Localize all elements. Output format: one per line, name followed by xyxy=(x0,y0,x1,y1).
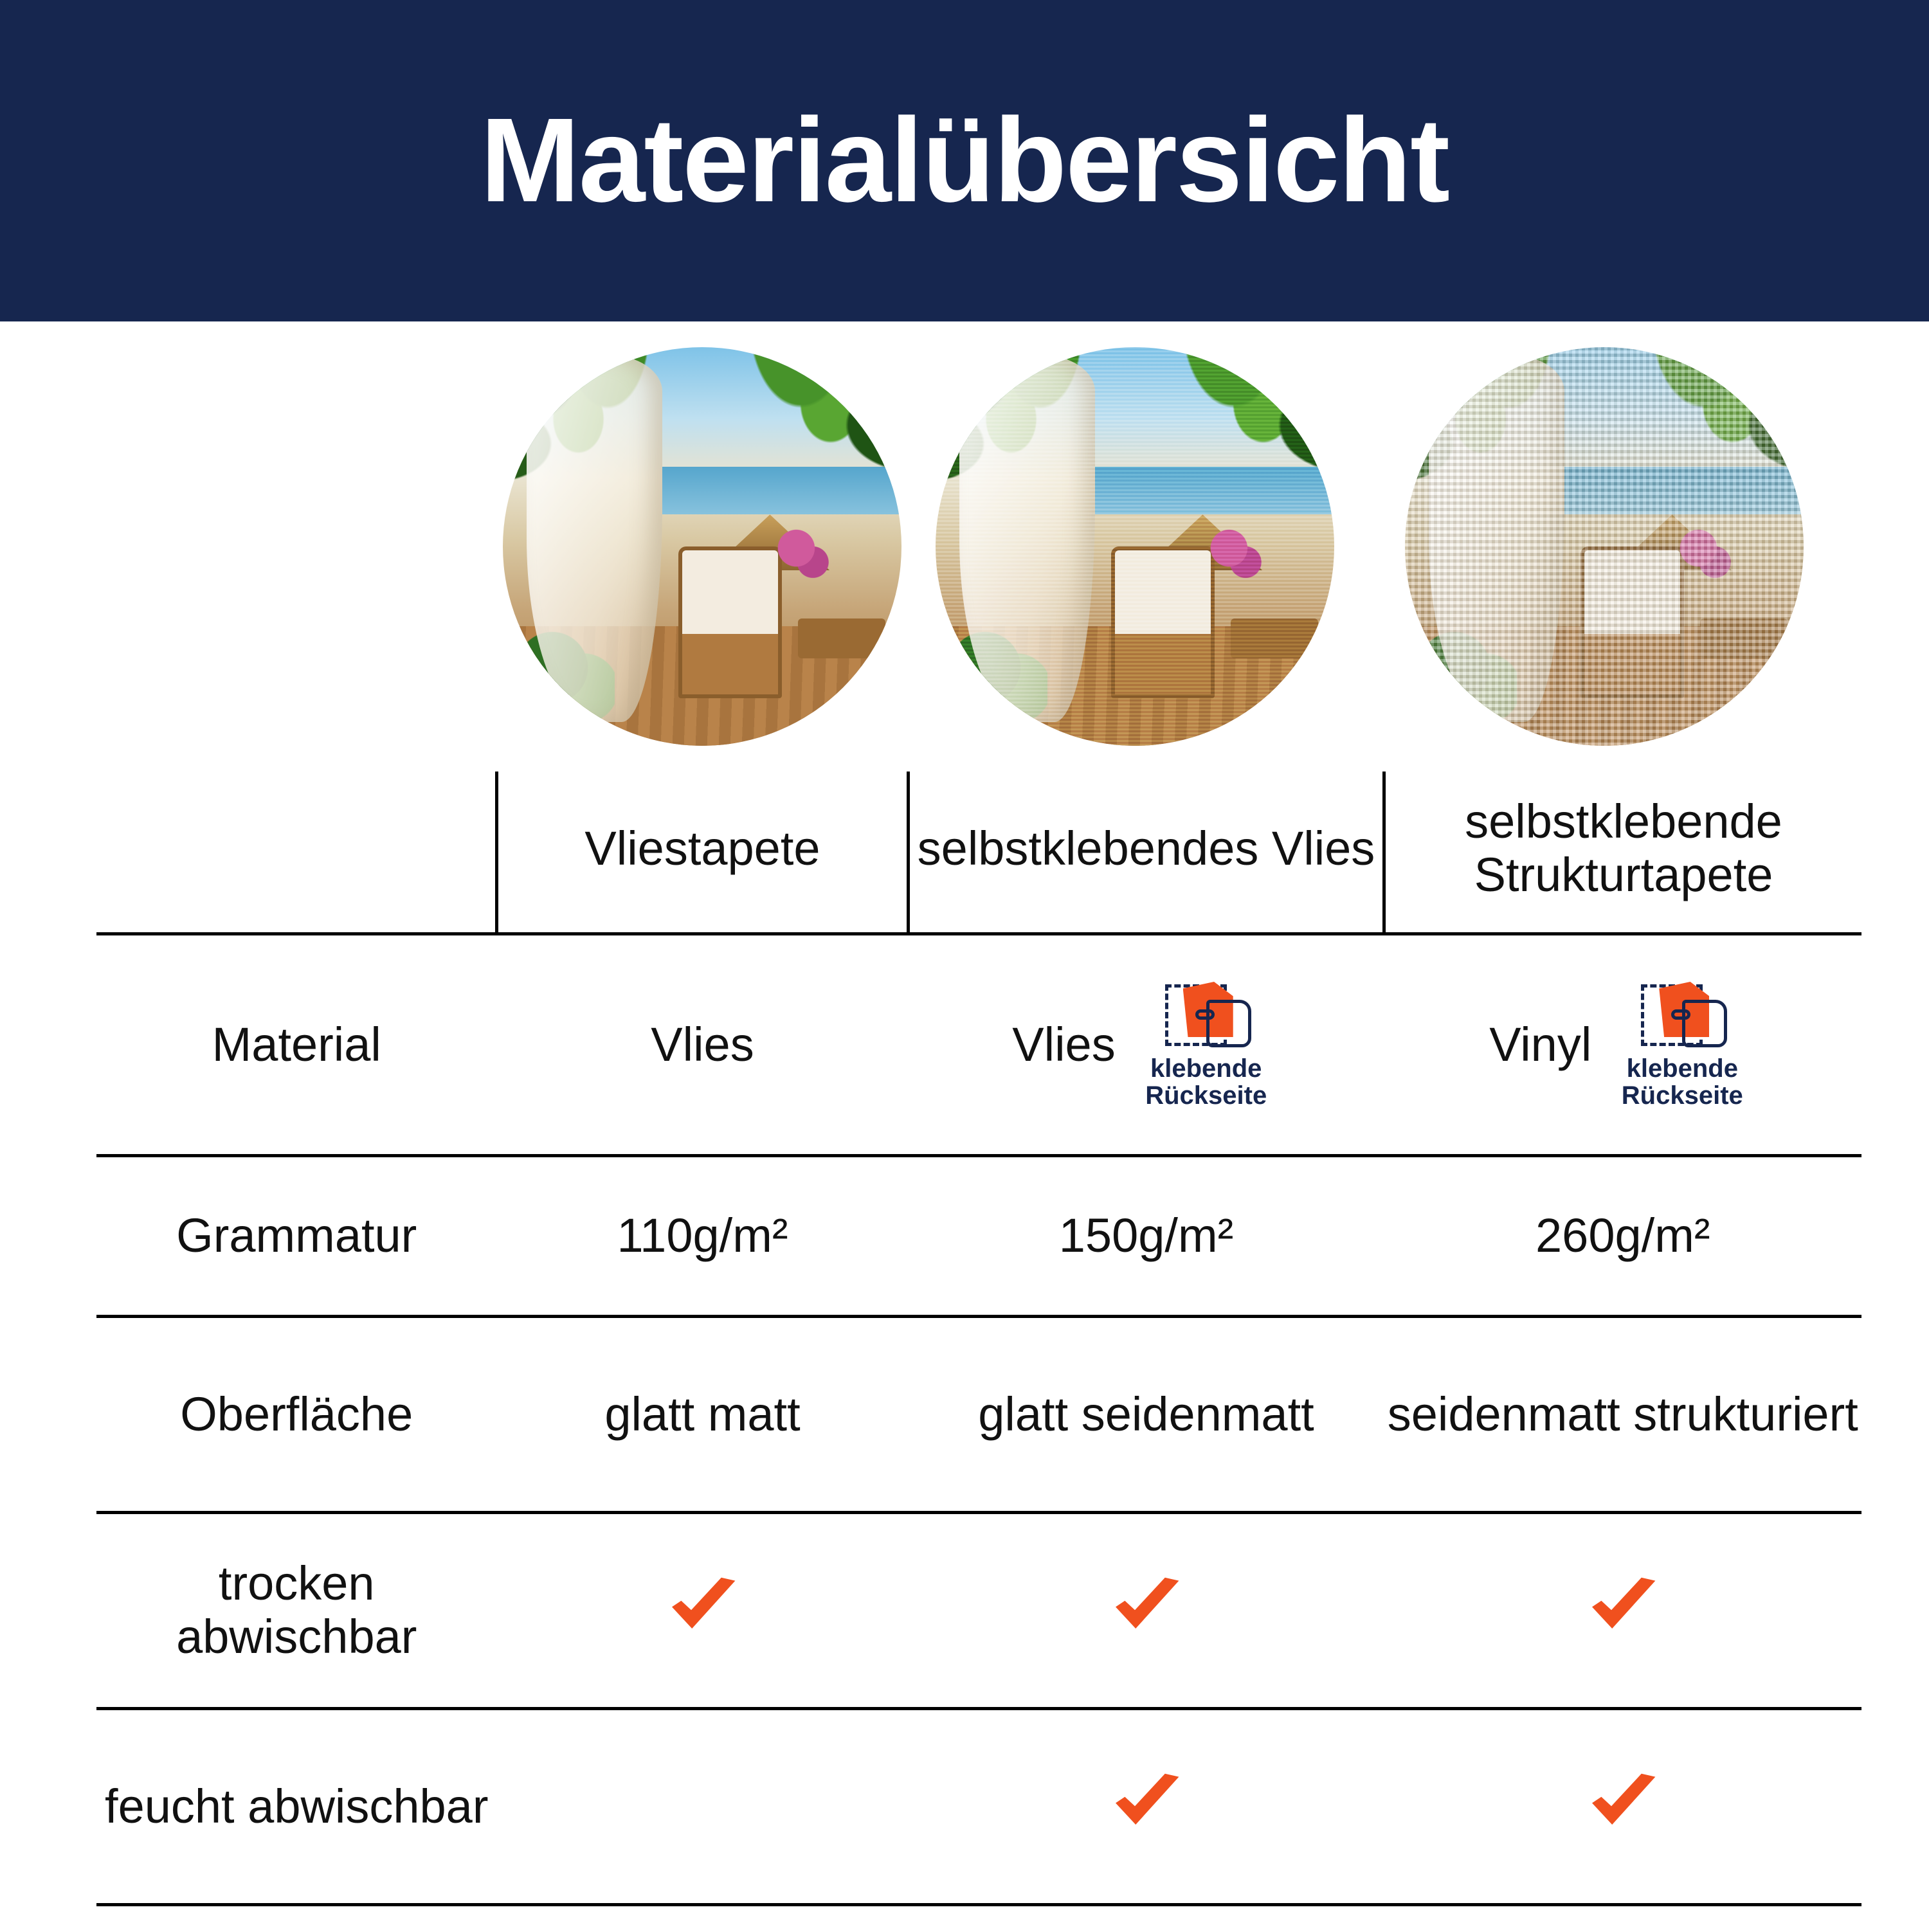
cell-trocken-selbstklebende-strukturtapete xyxy=(1384,1513,1862,1709)
sample-thumb-selbstklebende-strukturtapete xyxy=(1405,347,1804,746)
table-header-row xyxy=(96,772,1861,934)
cell-oberflaeche-selbstklebende-strukturtapete: seidenmatt strukturiert xyxy=(1384,1317,1862,1513)
table-row-trocken-abwischbar xyxy=(96,1513,1861,1709)
header-cell-empty xyxy=(96,772,497,934)
cell-grammatur-selbstklebendes-vlies: 150g/m² xyxy=(909,1156,1384,1317)
adhesive-backing-icon xyxy=(1161,980,1251,1051)
cell-material-vliestapete xyxy=(497,934,909,1156)
sample-thumbnails xyxy=(0,347,1929,772)
badge-line-2: Rückseite xyxy=(1622,1081,1743,1110)
row-label-material: Material xyxy=(96,934,497,1156)
table-row-material xyxy=(96,934,1861,1156)
badge-line-1: klebende xyxy=(1150,1054,1262,1083)
table-row-feucht-abwischbar xyxy=(96,1709,1861,1905)
cell-material-selbstklebendes-vlies xyxy=(909,934,1384,1156)
badge-line-2: Rückseite xyxy=(1145,1081,1267,1110)
row-label-trocken-abwischbar: trocken abwischbar xyxy=(96,1513,497,1709)
material-comparison-table xyxy=(96,772,1861,1932)
badge-line-1: klebende xyxy=(1627,1054,1738,1083)
cell-oberflaeche-vliestapete: glatt matt xyxy=(497,1317,909,1513)
cell-trocken-selbstklebendes-vlies xyxy=(909,1513,1384,1709)
cell-trocken-vliestapete xyxy=(497,1513,909,1709)
adhesive-texture-overlay xyxy=(936,347,1334,746)
adhesive-backing-icon xyxy=(1637,980,1727,1051)
header-cell-vliestapete: Vliestapete xyxy=(497,772,909,934)
sample-photo xyxy=(503,347,901,746)
page-title: Materialübersicht xyxy=(480,101,1449,221)
sample-photo xyxy=(1405,347,1804,746)
check-icon xyxy=(1108,1567,1185,1644)
cell-value: Vlies xyxy=(1012,1018,1115,1072)
sample-thumb-vliestapete xyxy=(503,347,901,746)
table-row-grammatur xyxy=(96,1156,1861,1317)
cell-value: Vlies xyxy=(651,1018,754,1072)
cell-feucht-selbstklebende-strukturtapete xyxy=(1384,1709,1862,1905)
page-header xyxy=(0,0,1929,321)
structure-texture-overlay xyxy=(1405,347,1804,746)
table-row-oberflaeche xyxy=(96,1317,1861,1513)
check-icon xyxy=(1584,1763,1662,1840)
cell-value: Vinyl xyxy=(1489,1018,1591,1072)
row-label-feucht-abwischbar: feucht abwischbar xyxy=(96,1709,497,1905)
header-cell-selbstklebende-strukturtapete: selbstklebende Strukturtapete xyxy=(1384,772,1862,934)
cell-material-selbstklebende-strukturtapete xyxy=(1384,934,1862,1156)
sample-photo xyxy=(936,347,1334,746)
cell-grammatur-selbstklebende-strukturtapete: 260g/m² xyxy=(1384,1156,1862,1317)
adhesive-backing-badge xyxy=(1132,980,1280,1109)
row-label-grammatur: Grammatur xyxy=(96,1156,497,1317)
cell-feucht-vliestapete xyxy=(497,1709,909,1905)
adhesive-backing-badge xyxy=(1608,980,1756,1109)
cell-grammatur-vliestapete: 110g/m² xyxy=(497,1156,909,1317)
check-icon xyxy=(664,1567,741,1644)
table-bottom-rule xyxy=(96,1905,1861,1932)
check-icon xyxy=(1584,1567,1662,1644)
cell-feucht-selbstklebendes-vlies xyxy=(909,1709,1384,1905)
material-overview-sheet xyxy=(0,321,1929,1929)
sample-thumb-selbstklebendes-vlies xyxy=(936,347,1334,746)
header-cell-selbstklebendes-vlies: selbstklebendes Vlies xyxy=(909,772,1384,934)
row-label-oberflaeche: Oberfläche xyxy=(96,1317,497,1513)
cell-oberflaeche-selbstklebendes-vlies: glatt seidenmatt xyxy=(909,1317,1384,1513)
check-icon xyxy=(1108,1763,1185,1840)
